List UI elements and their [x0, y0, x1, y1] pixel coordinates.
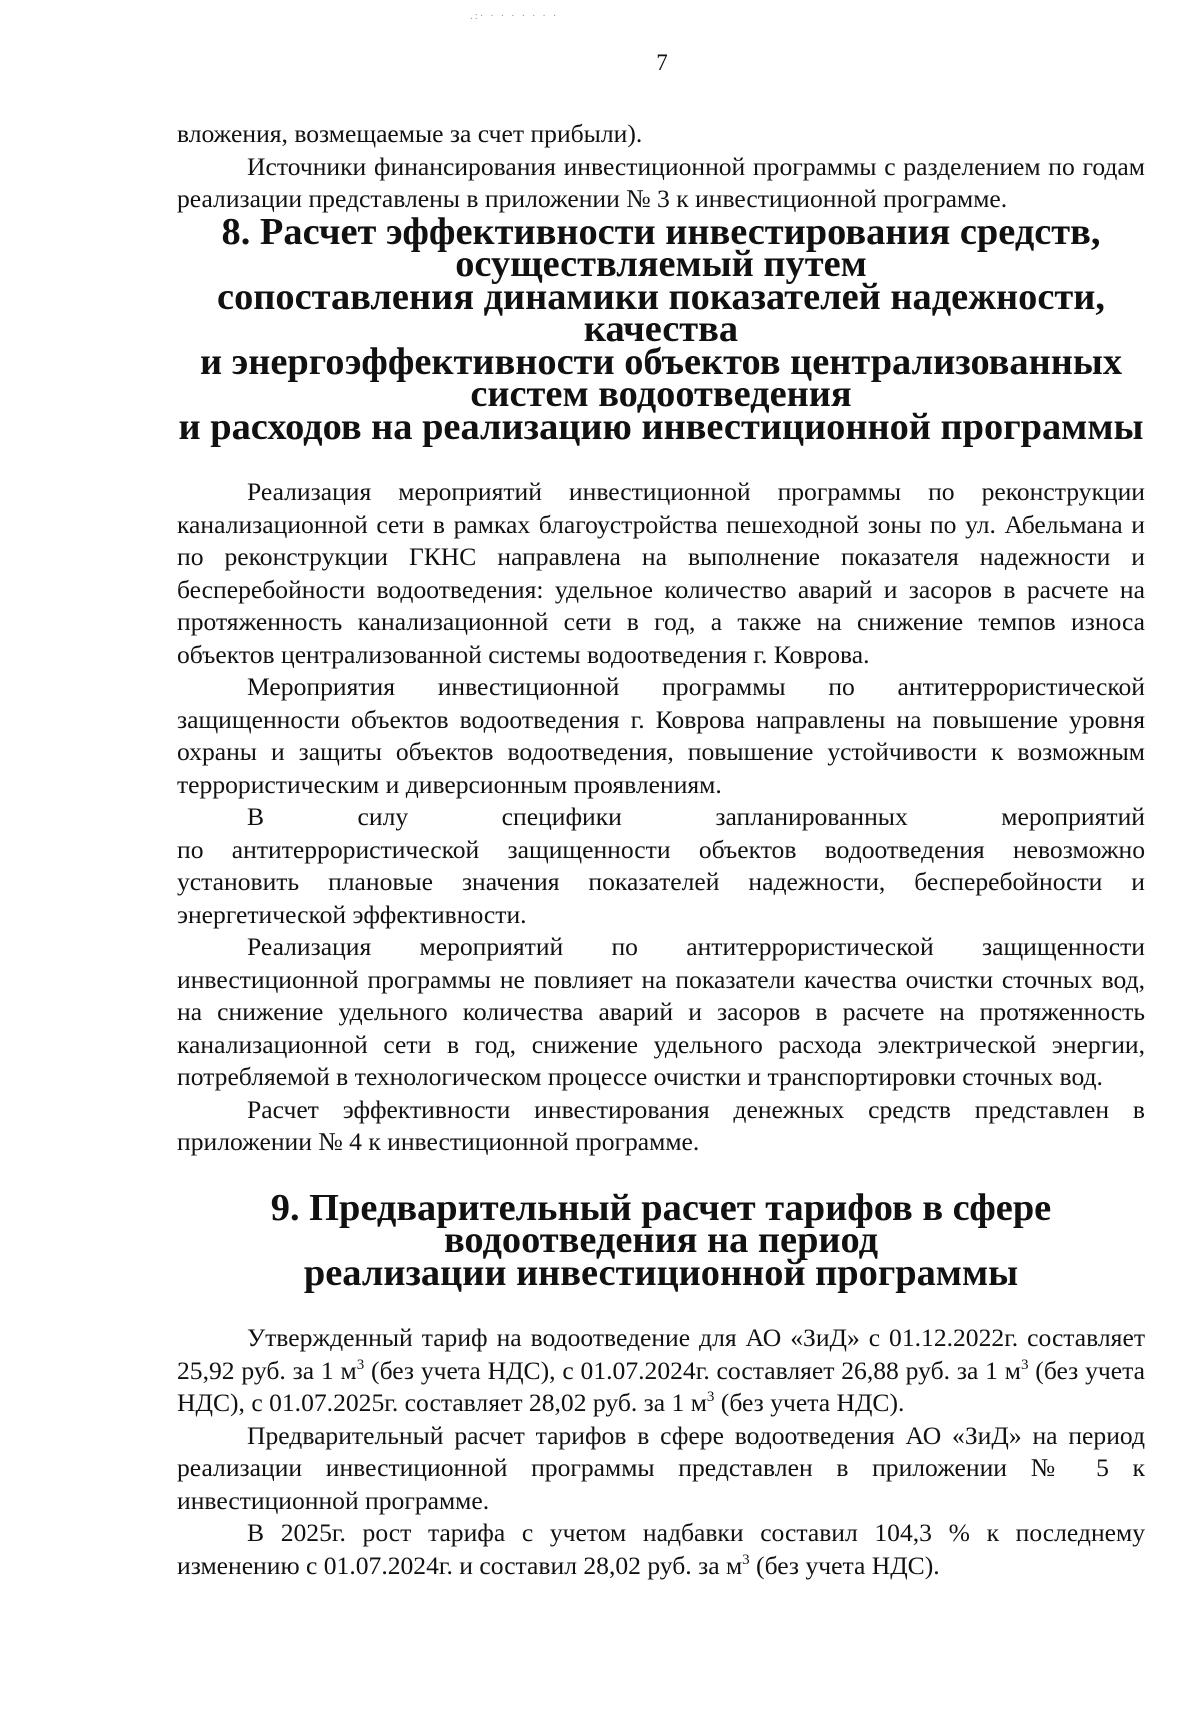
paragraph-financing-sources: Источники финансирования инвестиционной программы с разделением по годам реализации представлены в приложении № 3 к инвестиционной программе. [177, 151, 1145, 213]
word: силу [357, 802, 409, 831]
section-8-heading-line: сопоставления динамики показателей надежности, качества [217, 275, 1105, 350]
word: специфики [501, 802, 622, 831]
paragraph-specifics-rest: по антитеррористической защищенности объектов водоотведения невозможно установить плановые значения показателей надежности, бесперебойности и энергетической эффективности. [177, 834, 1145, 929]
tariff-growth-text: (без учета НДС). [749, 1550, 940, 1580]
word: мероприятий [1001, 802, 1145, 831]
section-8-heading-line: 8. Расчет эффективности инвестирования средств, осуществляемый путем [221, 210, 1101, 285]
paragraph-antiterror-measures: Мероприятия инвестиционной программы по антитеррористической защищенности объектов водоотведения г. Коврова направлены на повышение уровня охраны и защиты объектов водоотведения, повышение устойчивости к возможным террористическим и диверсионным проявлениям. [177, 672, 1145, 799]
tariff-text: (без учета НДС). [714, 1388, 905, 1417]
paragraph-specifics [177, 801, 1145, 931]
scan-artifact: .:· · · · · · · · [470, 10, 559, 22]
tariff-growth-text: В 2025г. рост тарифа с учетом надбавки составил 104,3 % к последнему изменению с 01.07.2024г. и составил 28,02 руб. за м [177, 1518, 1145, 1580]
page-number: 7 [656, 50, 668, 75]
spacer [177, 1289, 1145, 1322]
paragraph-no-impact: Реализация мероприятий по антитеррористической защищенности инвестиционной программы не повлияет на показатели качества очистки сточных вод, на снижение удельного количества аварий и засоров в расчете на протяженность канализационной сети в год, снижение удельного расхода электрической энергии, потребляемой в технологическом процессе очистки и транспортировки сточных вод. [177, 932, 1145, 1091]
tariff-text: Утвержденный тариф на водоотведение для АО «ЗиД» с 01.12.2022г. составляет 25,92 руб. за 1 м [177, 1323, 1145, 1385]
superscript: 3 [706, 1389, 715, 1405]
paragraph-specifics-first-line [177, 801, 1145, 834]
section-9-heading-line: реализации инвестиционной программы [303, 1251, 1019, 1294]
paragraph-approved-tariff [177, 1322, 1145, 1420]
word: запланированных [715, 802, 908, 831]
section-9-heading-line: 9. Предварительный расчет тарифов в сфере водоотведения на период [270, 1186, 1052, 1261]
superscript: 3 [742, 1551, 750, 1568]
spacer [177, 443, 1145, 476]
superscript: 3 [356, 1356, 365, 1373]
tariff-text: (без учета НДС), с 01.07.2024г. составляет 26,88 руб. за 1 м [364, 1355, 1021, 1385]
document-body [177, 118, 1145, 1582]
paragraph-continuation: вложения, возмещаемые за счет прибыли). [177, 119, 643, 148]
section-9-heading [177, 1186, 1145, 1294]
section-8-heading-line: и энергоэффективности объектов централизованных систем водоотведения [199, 340, 1123, 415]
paragraph-preliminary-calculation: Предварительный расчет тарифов в сфере водоотведения АО «ЗиД» на период реализации инвестиционной программы представлен в приложении № 5 к инвестиционной программе. [177, 1420, 1145, 1515]
section-8-heading-line: и расходов на реализацию инвестиционной программы [178, 405, 1144, 448]
paragraph-reconstruction: Реализация мероприятий инвестиционной программы по реконструкции канализационной сети в рамках благоустройства пешеходной зоны по ул. Абельмана и по реконструкции ГКНС направлена на выполнение показателя надежности и бесперебойности водоотведения: удельное количество аварий и засоров в расчете на протяженность канализационной сети в год, а также на снижение темпов износа объектов централизованной системы водоотведения г. Коврова. [177, 477, 1145, 669]
word: В [247, 802, 265, 831]
paragraph-efficiency-calculation: Расчет эффективности инвестирования денежных средств представлен в приложении № 4 к инвестиционной программе. [177, 1094, 1145, 1156]
superscript: 3 [1020, 1356, 1029, 1373]
paragraph-tariff-growth [177, 1517, 1145, 1582]
section-8-heading [177, 210, 1145, 448]
tariff-text: (без учета НДС), с 01.07.2025г. составляет 28,02 руб. за 1 м [177, 1355, 1146, 1417]
